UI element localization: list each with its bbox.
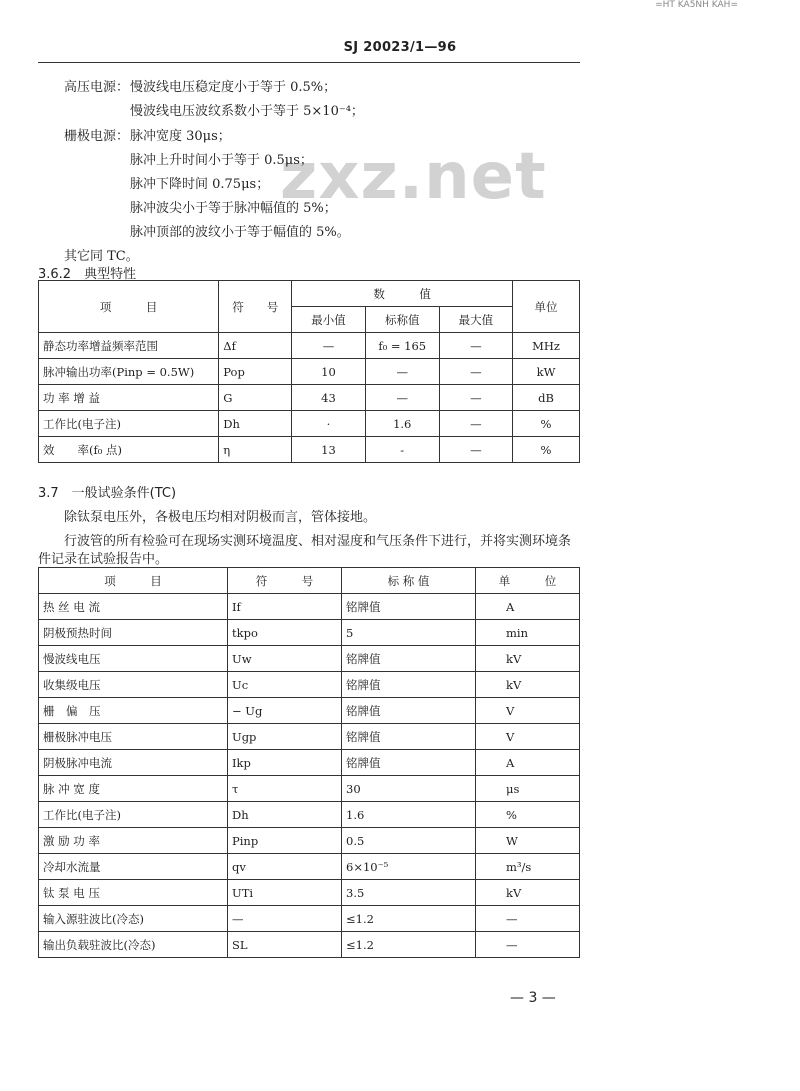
table-row [39, 411, 580, 437]
table-row [39, 646, 580, 672]
t2-header-item: 项 目 [39, 568, 228, 594]
t1-symbol: Δf [219, 333, 292, 359]
typical-characteristics-table [38, 280, 580, 463]
t2-unit: A [476, 594, 580, 620]
t2-unit: μs [476, 776, 580, 802]
t2-nom: 3.5 [342, 880, 476, 906]
t2-symbol: Ugp [228, 724, 342, 750]
t2-header-nom: 标 称 值 [342, 568, 476, 594]
t2-item: 热 丝 电 流 [39, 594, 228, 620]
t1-max: — [439, 333, 512, 359]
t1-max: — [439, 411, 512, 437]
t1-item: 静态功率增益频率范围 [39, 333, 219, 359]
t1-min: · [292, 411, 366, 437]
t2-nom: 铭牌值 [342, 750, 476, 776]
t2-item: 工作比(电子注) [39, 802, 228, 828]
t2-symbol: Dh [228, 802, 342, 828]
table-row [39, 359, 580, 385]
t2-symbol: tkpo [228, 620, 342, 646]
table-row [39, 906, 580, 932]
table-row [39, 880, 580, 906]
t1-symbol: Pop [219, 359, 292, 385]
t1-max: — [439, 385, 512, 411]
hv-line-1: 慢波线电压稳定度小于等于 0.5%； [130, 80, 337, 95]
t1-item: 脉冲输出功率(Pinp = 0.5W) [39, 359, 219, 385]
t2-item: 收集级电压 [39, 672, 228, 698]
t2-symbol: UTi [228, 880, 342, 906]
t2-symbol: τ [228, 776, 342, 802]
t2-nom: ≤1.2 [342, 932, 476, 958]
t1-item: 工作比(电子注) [39, 411, 219, 437]
hv-label: 高压电源： [64, 80, 130, 95]
t1-nom: - [365, 437, 439, 463]
t1-symbol: G [219, 385, 292, 411]
table-row [39, 333, 580, 359]
table-row [39, 698, 580, 724]
t2-nom: 30 [342, 776, 476, 802]
table-row [39, 802, 580, 828]
t2-unit: kV [476, 646, 580, 672]
t1-unit: % [513, 411, 580, 437]
t2-item: 输入源驻波比(冷态) [39, 906, 228, 932]
para-1: 除钛泵电压外，各极电压均相对阴极而言，管体接地。 [64, 510, 377, 525]
t1-nom: — [365, 385, 439, 411]
t2-nom: 0.5 [342, 828, 476, 854]
t2-item: 钛 泵 电 压 [39, 880, 228, 906]
t2-nom: 铭牌值 [342, 724, 476, 750]
t2-item: 输出负载驻波比(冷态) [39, 932, 228, 958]
t2-unit: — [476, 906, 580, 932]
t1-symbol: η [219, 437, 292, 463]
t1-item: 效 率(f₀ 点) [39, 437, 219, 463]
t2-unit: V [476, 724, 580, 750]
corner-text: =HT KA5NH KAH= [655, 0, 738, 10]
t1-header-unit: 单位 [513, 281, 580, 333]
t2-header-symbol: 符 号 [228, 568, 342, 594]
t2-nom: 6×10⁻⁵ [342, 854, 476, 880]
t1-min: 10 [292, 359, 366, 385]
t1-header-item: 项 目 [39, 281, 219, 333]
t1-header-min: 最小值 [292, 307, 366, 333]
t2-unit: kV [476, 672, 580, 698]
table-row [39, 620, 580, 646]
t1-min: 13 [292, 437, 366, 463]
t2-item: 慢波线电压 [39, 646, 228, 672]
page-number: — 3 — [510, 990, 556, 1006]
t1-min: — [292, 333, 366, 359]
t2-unit: W [476, 828, 580, 854]
grid-line-5: 脉冲顶部的波纹小于等于幅值的 5%。 [130, 225, 350, 240]
t1-symbol: Dh [219, 411, 292, 437]
t2-nom: 铭牌值 [342, 646, 476, 672]
t2-unit: V [476, 698, 580, 724]
t2-item: 激 励 功 率 [39, 828, 228, 854]
hv-line-2: 慢波线电压波纹系数小于等于 5×10⁻⁴； [130, 104, 364, 119]
t2-item: 脉 冲 宽 度 [39, 776, 228, 802]
test-conditions-table [38, 567, 580, 958]
t2-nom: 铭牌值 [342, 672, 476, 698]
t2-item: 冷却水流量 [39, 854, 228, 880]
t2-symbol: Uw [228, 646, 342, 672]
t2-unit: m³/s [476, 854, 580, 880]
t1-unit: % [513, 437, 580, 463]
page-header: SJ 20023/1—96 [343, 40, 457, 55]
t2-symbol: qv [228, 854, 342, 880]
t2-unit: — [476, 932, 580, 958]
t2-item: 栅极脉冲电压 [39, 724, 228, 750]
t1-nom: — [365, 359, 439, 385]
table-row [39, 594, 580, 620]
t1-max: — [439, 437, 512, 463]
header-rule [38, 62, 580, 63]
table-row [39, 776, 580, 802]
section-3-6-2: 3.6.2 典型特性 [38, 267, 137, 282]
t2-item: 栅 偏 压 [39, 698, 228, 724]
watermark: zxz.net [280, 140, 547, 214]
t1-header-values: 数 值 [292, 281, 513, 307]
grid-line-4: 脉冲波尖小于等于脉冲幅值的 5%； [130, 201, 337, 216]
t1-header-nom: 标称值 [365, 307, 439, 333]
t2-nom: 铭牌值 [342, 698, 476, 724]
t2-item: 阴极预热时间 [39, 620, 228, 646]
t2-symbol: Ikp [228, 750, 342, 776]
t2-symbol: Pinp [228, 828, 342, 854]
t2-unit: min [476, 620, 580, 646]
other-note: 其它同 TC。 [64, 249, 139, 264]
para-2b: 件记录在试验报告中。 [38, 552, 169, 567]
t1-unit: dB [513, 385, 580, 411]
t1-nom: 1.6 [365, 411, 439, 437]
t2-symbol: SL [228, 932, 342, 958]
section-3-7: 3.7 一般试验条件(TC) [38, 486, 177, 501]
table-row [39, 437, 580, 463]
t2-item: 阴极脉冲电流 [39, 750, 228, 776]
table-row [39, 750, 580, 776]
t2-unit: % [476, 802, 580, 828]
table-row [39, 385, 580, 411]
t1-header-symbol: 符 号 [219, 281, 292, 333]
table-row [39, 672, 580, 698]
t1-unit: MHz [513, 333, 580, 359]
t1-nom: f₀ = 165 [365, 333, 439, 359]
table-row [39, 854, 580, 880]
t2-nom: 5 [342, 620, 476, 646]
table-row [39, 724, 580, 750]
t2-nom: 1.6 [342, 802, 476, 828]
t1-unit: kW [513, 359, 580, 385]
t2-header-unit: 单 位 [476, 568, 580, 594]
table-row [39, 932, 580, 958]
t1-header-max: 最大值 [439, 307, 512, 333]
t2-symbol: — [228, 906, 342, 932]
grid-label: 栅极电源： [64, 129, 130, 144]
grid-line-2: 脉冲上升时间小于等于 0.5μs； [130, 153, 313, 168]
t2-symbol: Uc [228, 672, 342, 698]
table-row [39, 828, 580, 854]
t2-symbol: If [228, 594, 342, 620]
t2-unit: kV [476, 880, 580, 906]
para-2a: 行波管的所有检验可在现场实测环境温度、相对湿度和气压条件下进行，并将实测环境条 [64, 534, 572, 549]
t1-item: 功 率 增 益 [39, 385, 219, 411]
t2-nom: 铭牌值 [342, 594, 476, 620]
t2-symbol: − Ug [228, 698, 342, 724]
t1-max: — [439, 359, 512, 385]
t2-unit: A [476, 750, 580, 776]
t2-nom: ≤1.2 [342, 906, 476, 932]
grid-line-3: 脉冲下降时间 0.75μs； [130, 177, 270, 192]
t1-min: 43 [292, 385, 366, 411]
grid-line-1: 脉冲宽度 30μs； [130, 129, 231, 144]
